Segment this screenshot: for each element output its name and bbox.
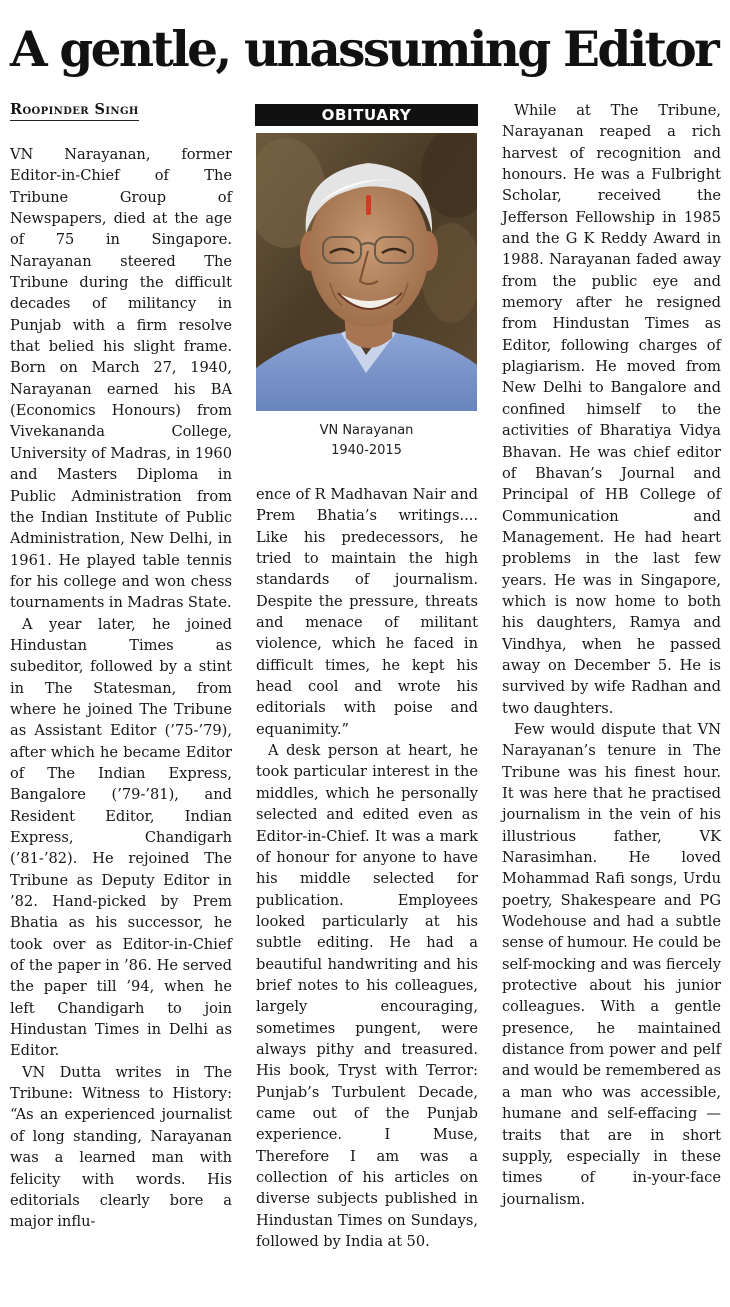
obituary-tag: OBITUARY <box>255 104 478 126</box>
paragraph: A desk person at heart, he took particular interest in the middles, which he personally selected and edited even as Editor-in-Chief. It was a mark of honour for anyone to have his middle selected for publication. Employees looked particularly at his subtle editing. He had a beautiful handwriting and his brief notes to his colleagues, largely encouraging, sometimes pungent, were always pithy and treasured. His book, Tryst with Terror: Punjab’s Turbulent Decade, came out of the Punjab experience. I Muse, Therefore I am was a collection of his articles on diverse subjects published in Hindustan Times on Sundays, followed by India at 50. <box>256 742 478 1251</box>
article-column-3 <box>502 100 721 1210</box>
headline: A gentle, unassuming Editor <box>10 21 718 78</box>
paragraph: ence of R Madhavan Nair and Prem Bhatia’s writings.... Like his predecessors, he tried to maintain the high standards of journalism. Despite the pressure, threats and menace of militant violence, which he faced in difficult times, he kept his head cool and wrote his editorials with poise and equanimity.” <box>256 486 478 738</box>
article-column-1 <box>10 144 232 1233</box>
caption-name: VN Narayanan <box>319 423 414 438</box>
caption-years: 1940-2015 <box>331 443 402 458</box>
portrait-photo <box>256 133 477 411</box>
paragraph: VN Dutta writes in The Tribune: Witness to History: “As an experienced journalist of long standing, Narayanan was a learned man with felicity with words. His editorials clearly bore a major influ- <box>10 1063 232 1231</box>
paragraph: While at The Tribune, Narayanan reaped a rich harvest of recognition and honours. He was a Fulbright Scholar, received the Jefferson Fellowship in 1985 and the G K Reddy Award in 1988. Narayanan faded away from the public eye and memory after he resigned from Hindustan Times as Editor, following charges of plagiarism. He moved from New Delhi to Bangalore and confined himself to the activities of Bharatiya Vidya Bhavan. He was chief editor of Bhavan’s Journal and Principal of HB College of Communication and Management. He had heart problems in the last few years. He was in Singapore, which is now home to both his daughters, Ramya and Vindhya, when he passed away on December 5. He is survived by wife Radhan and two daughters. <box>502 102 721 717</box>
byline: Roopinder Singh <box>10 101 139 121</box>
article-column-2 <box>256 484 478 1252</box>
photo-caption <box>256 421 477 461</box>
paragraph: Few would dispute that VN Narayanan’s tenure in The Tribune was his finest hour. It was here that he practised journalism in the vein of his illustrious father, VK Narasimhan. He loved Mohammad Rafi songs, Urdu poetry, Shakespeare and PG Wodehouse and had a subtle sense of humour. He could be self-mocking and was fiercely protective about his junior colleagues. With a gentle presence, he maintained distance from power and pelf and would be remembered as a man who was accessible, humane and self-effacing — traits that are in short supply, especially in these times of in-your-face journalism. <box>502 720 721 1208</box>
paragraph: VN Narayanan, former Editor-in-Chief of The Tribune Group of Newspapers, died at the age of 75 in Singapore. Narayanan steered The Tribune during the difficult decades of militancy in Punjab with a firm resolve that belied his slight frame. Born on March 27, 1940, Narayanan earned his BA (Economics Honours) from Vivekananda College, University of Madras, in 1960 and Masters Diploma in Public Administration from the Indian Institute of Public Administration, New Delhi, in 1961. He played table tennis for his college and won chess tournaments in Madras State. <box>10 146 232 612</box>
paragraph: A year later, he joined Hindustan Times as subeditor, followed by a stint in The Statesman, from where he joined The Tribune as Assistant Editor (’75-’79), after which he became Editor of The Indian Express, Bangalore (’79-’81), and Resident Editor, Indian Express, Chandigarh (’81-’82). He rejoined The Tribune as Deputy Editor in ’82. Hand-picked by Prem Bhatia as his successor, he took over as Editor-in-Chief of the paper in ’86. He served the paper till ’94, when he left Chandigarh to join Hindustan Times in Delhi as Editor. <box>10 615 232 1060</box>
